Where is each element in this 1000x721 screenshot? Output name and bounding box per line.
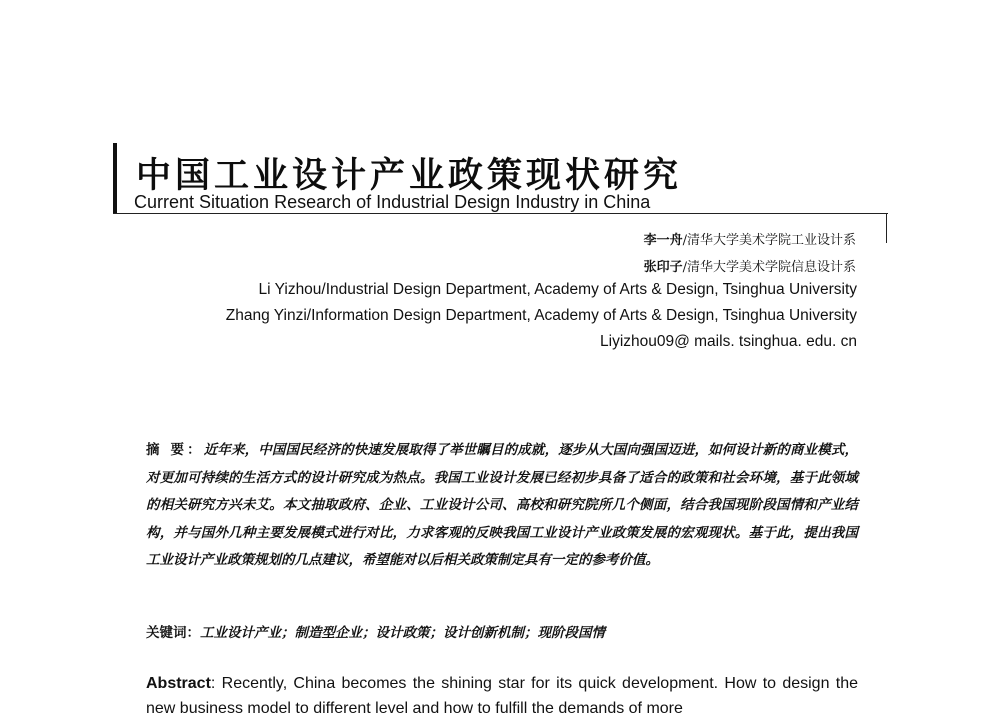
keywords-text: 工业设计产业；制造型企业；设计政策；设计创新机制；现阶段国情 (200, 625, 605, 641)
abstract-chinese (146, 437, 858, 575)
title-vertical-rule (886, 213, 887, 243)
abstract-cn-label: 摘 要： (146, 442, 204, 458)
author-cn-2 (644, 256, 856, 275)
abstract-cn-text: 近年来，中国国民经济的快速发展取得了举世瞩目的成就，逐步从大国向强国迈进，如何设计新的商业模式，对更加可持续的生活方式的设计研究成为热点。我国工业设计发展已经初步具备了适合的政策和社会环境，基于此领域的相关研究方兴未艾。本文抽取政府、企业、工业设计公司、高校和研究院所几个侧面，结合我国现阶段国情和产业结构，并与国外几种主要发展模式进行对比，力求客观的反映我国工业设计产业政策发展的宏观现状。基于此，提出我国工业设计产业政策规划的几点建议，希望能对以后相关政策制定具有一定的参考价值。 (146, 442, 858, 569)
author-cn-2-name: 张印子 (643, 260, 683, 275)
paper-title-english: Current Situation Research of Industrial Design Industry in China (134, 192, 651, 212)
title-underline-rule (113, 213, 888, 214)
keywords (146, 621, 858, 641)
abstract-en-text: : Recently, China becomes the shining star for its quick development. How to design the new business model to different level and how to fulfill the demands of more (146, 675, 858, 717)
abstract-english (146, 671, 858, 721)
author-cn-1-name: 李一舟 (643, 233, 683, 248)
keywords-label: 关键词： (146, 625, 200, 641)
author-en-2: Zhang Yinzi/Information Design Department, Academy of Arts & Design, Tsinghua University (225, 307, 857, 324)
author-en-1: Li Yizhou/Industrial Design Department, Academy of Arts & Design, Tsinghua University (258, 281, 857, 298)
author-cn-2-affiliation: /清华大学美术学院信息设计系 (682, 260, 856, 275)
abstract-en-label: Abstract (146, 675, 211, 692)
author-email: Liyizhou09@ mails. tsinghua. edu. cn (600, 333, 857, 350)
author-cn-1 (644, 229, 856, 248)
paper-title-chinese: 中国工业设计产业政策现状研究 (136, 156, 683, 196)
author-cn-1-affiliation: /清华大学美术学院工业设计系 (682, 233, 856, 248)
title-accent-bar (113, 143, 117, 213)
